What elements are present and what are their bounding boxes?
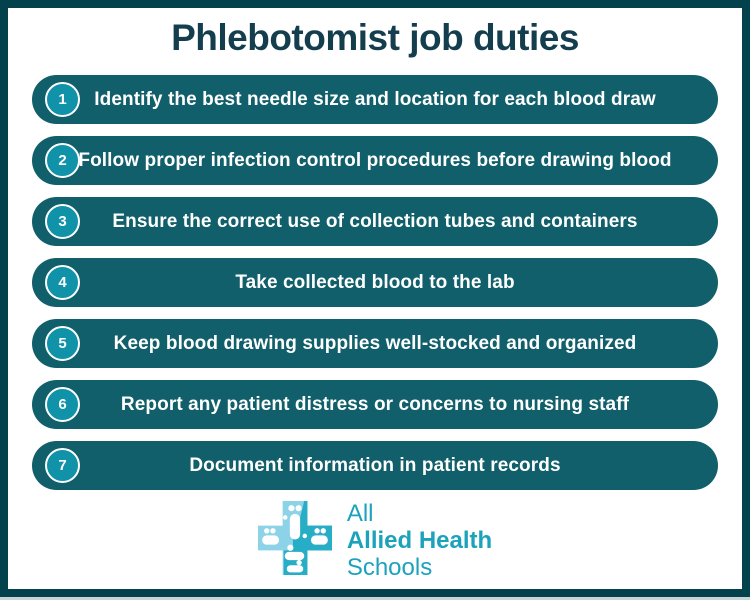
- logo-line-all: All: [346, 500, 374, 527]
- duty-label: Identify the best needle size and location for each blood draw: [94, 88, 656, 110]
- duty-number-badge: 2: [45, 143, 80, 178]
- duty-number-badge: 7: [45, 448, 80, 483]
- duty-number-badge: 6: [45, 387, 80, 422]
- duty-label: Take collected blood to the lab: [235, 271, 515, 293]
- duty-label: Follow proper infection control procedures before drawing blood: [78, 149, 672, 171]
- medical-cross-people-icon: [258, 501, 332, 580]
- brand-logo: [0, 500, 750, 581]
- duty-number-badge: 1: [45, 82, 80, 117]
- duty-number-badge: 4: [45, 265, 80, 300]
- duty-label: Ensure the correct use of collection tubes and containers: [112, 210, 638, 232]
- duty-label: Document information in patient records: [189, 454, 561, 476]
- duty-item-1: [32, 75, 718, 124]
- logo-wordmark: [347, 500, 492, 581]
- duty-item-4: [32, 258, 718, 307]
- logo-line-schools: Schools: [346, 554, 433, 581]
- duty-number-badge: 3: [45, 204, 80, 239]
- duty-label: Keep blood drawing supplies well-stocked and organized: [113, 332, 637, 354]
- duty-number-badge: 5: [45, 326, 80, 361]
- duty-item-6: [32, 380, 718, 429]
- duty-label: Report any patient distress or concerns to nursing staff: [120, 393, 630, 415]
- duty-item-3: [32, 197, 718, 246]
- duty-item-2: [32, 136, 718, 185]
- duty-item-5: [32, 319, 718, 368]
- page-title: Phlebotomist job duties: [171, 17, 579, 58]
- duty-item-7: [32, 441, 718, 490]
- logo-line-allied-health: Allied Health: [346, 527, 493, 554]
